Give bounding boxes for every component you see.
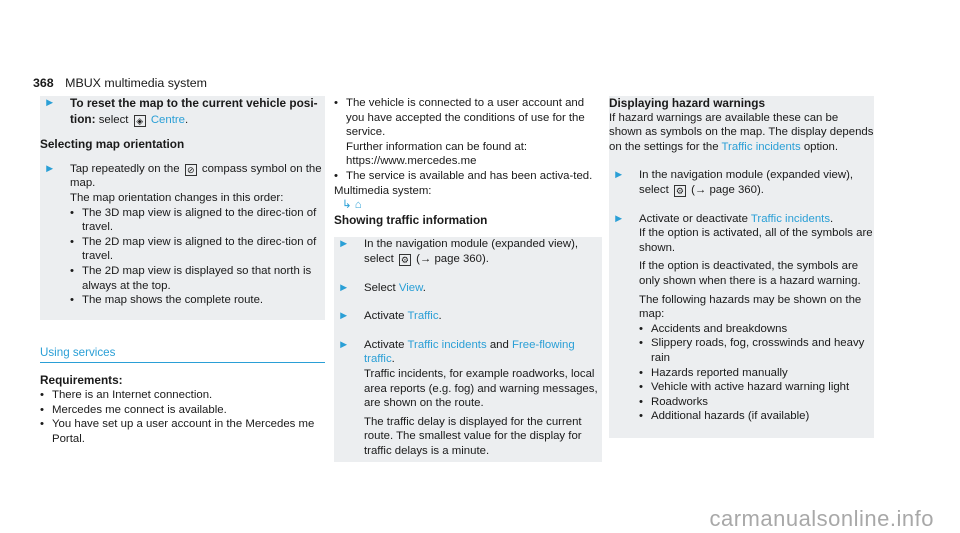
orientation-step (40, 162, 325, 308)
step-arrow-icon: ► (338, 281, 350, 294)
traffic-incidents-link[interactable]: Traffic incidents (750, 212, 831, 225)
orient-desc: The map orientation changes in this order: (70, 191, 284, 204)
reset-map-heading-1: To reset the map to the current vehicle posi- (70, 96, 318, 110)
step-arrow-icon: ► (44, 97, 56, 109)
map-section (40, 96, 325, 320)
step-arrow-icon: ► (338, 338, 350, 351)
hazard-step-2: ► Activate or deactivate Traffic incidents. If the option is activated, all of the symbols are shown. If the option is deactivated, the symbols are only shown when there is a hazard warning. The following hazards may be shown on the map: • Accidents and breakdowns • Slippery roads, fog, crosswinds and heavy rain • Hazards reported manually • Vehicle with active hazard warning light • Roadworks • Additional hazards (if available) (609, 212, 874, 424)
column-right (609, 96, 874, 438)
list-item: • The 3D map view is aligned to the direc-tion of travel. (70, 206, 325, 235)
list-item: • Roadworks (639, 395, 874, 410)
step-arrow-icon: ► (338, 238, 350, 251)
multimedia-label: Multimedia system: (334, 184, 432, 197)
list-item: • The map shows the complete route. (70, 293, 325, 308)
column-left (40, 96, 325, 446)
list-item: • Mercedes me connect is available. (40, 403, 325, 418)
traffic-step-1: ► In the navigation module (expanded view), select ⚙ (→ page 360). (338, 238, 579, 265)
traffic-incidents-link[interactable]: Traffic incidents (407, 338, 487, 351)
list-item: • Additional hazards (if available) (639, 409, 874, 424)
step-arrow-icon: ► (44, 162, 56, 175)
reset-select-text: select (98, 113, 129, 126)
column-middle (334, 96, 602, 462)
further-info: Further information can be found at: https://www.mercedes.me (346, 140, 528, 168)
page-header-title: MBUX multimedia system (65, 76, 207, 90)
traffic-step-4: ► Activate Traffic incidents and Free-flowing traffic. Traffic incidents, for example roadworks, local area reports (e.g. fog) and warning messages, are shown on the route. The traffic delay is displayed for the current route. The smallest value for the display for traffic delays is a minute. (338, 338, 598, 457)
hazard-desc: If hazard warnings are available these can be shown as symbols on the map. The display depends on the settings for the Traffic incidents option. (609, 111, 874, 153)
reset-map-step (40, 96, 325, 127)
list-item: • Vehicle with active hazard warning light (639, 380, 874, 395)
view-link[interactable]: View (398, 281, 423, 294)
settings-icon: ⚙ (675, 185, 684, 196)
orient-step-text-2: compass symbol on the map. (70, 162, 322, 190)
using-services-title: Using services (40, 346, 325, 364)
step-arrow-icon: ► (338, 310, 350, 323)
list-item: • Hazards reported manually (639, 366, 874, 381)
hazard-section (609, 96, 874, 438)
traffic-step-3: ► Activate Traffic. (338, 310, 442, 323)
page-header (33, 76, 207, 91)
watermark: carmanualsonline.info (709, 506, 934, 532)
punct: . (185, 113, 189, 126)
free-flowing-traffic-link[interactable]: Free-flowing traffic (364, 338, 575, 366)
list-item: • Accidents and breakdowns (639, 322, 874, 337)
compass-icon: ⊘ (185, 164, 197, 176)
orient-step-text-1: Tap repeatedly on the (70, 162, 180, 175)
page-number: 368 (33, 76, 54, 90)
settings-icon: ⚙ (400, 254, 409, 265)
requirements-title: Requirements: (40, 373, 123, 388)
list-item: • You have set up a user account in the Mercedes me Portal. (40, 417, 325, 446)
list-item: • There is an Internet connection. (40, 388, 325, 403)
centre-link[interactable]: Centre (150, 113, 186, 126)
home-icon[interactable]: ⌂ (354, 199, 362, 212)
traffic-desc-2: The traffic delay is displayed for the current route. The smallest value for the display for traffic delays is a minute. (364, 415, 582, 457)
list-item: • Slippery roads, fog, crosswinds and heavy rain (639, 336, 874, 365)
hazard-step-1: ► In the navigation module (expanded view), select ⚙ (→ page 360). (613, 169, 854, 196)
hazard-title: Displaying hazard warnings (609, 96, 766, 110)
list-item: • The 2D map view is aligned to the direc-tion of travel. (70, 235, 325, 264)
traffic-link[interactable]: Traffic (407, 310, 439, 323)
traffic-desc-1: Traffic incidents, for example roadworks, local area reports (e.g. fog) and warning messages, are shown on the route. (364, 367, 598, 410)
centre-icon: ◈ (134, 115, 146, 127)
step-arrow-icon: ► (613, 169, 625, 182)
list-item: • The vehicle is connected to a user account and you have accepted the conditions of use for the service. (334, 96, 602, 140)
multimedia-path (334, 198, 602, 213)
step-arrow-icon: ► (613, 212, 625, 225)
traffic-steps (334, 237, 602, 462)
reset-map-heading-2: tion: (70, 111, 96, 126)
list-item: • The service is available and has been activa-ted. (334, 169, 602, 184)
traffic-incidents-link[interactable]: Traffic incidents (721, 140, 801, 153)
list-item: • The 2D map view is displayed so that north is always at the top. (70, 264, 325, 293)
path-arrow-icon: ↳ (342, 199, 352, 212)
orientation-title: Selecting map orientation (40, 137, 185, 152)
traffic-step-2: ► Select View. (338, 281, 426, 294)
traffic-title: Showing traffic information (334, 212, 488, 227)
